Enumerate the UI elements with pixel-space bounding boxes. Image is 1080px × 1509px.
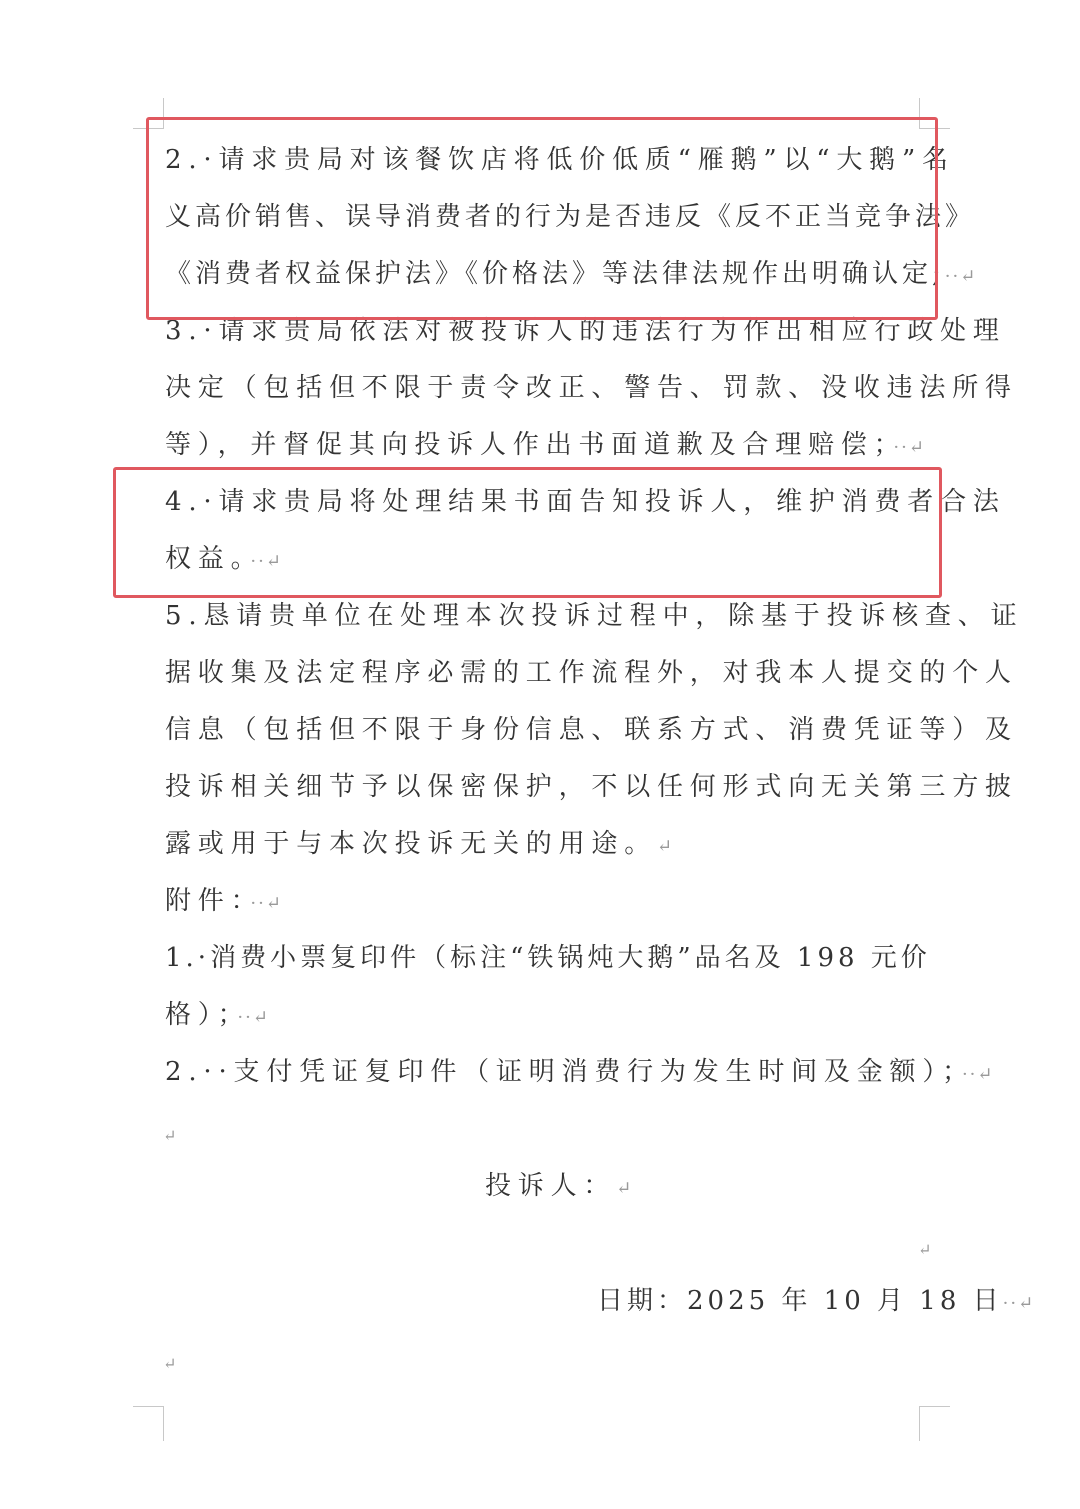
text-line: 权益。··↵ [165,544,283,574]
text-line: 格）；··↵ [165,1000,270,1030]
text-line: 义高价销售、误导消费者的行为是否违反《反不正当竞争法》 [165,202,976,232]
text-line: 2.·请求贵局对该餐饮店将低价低质“雁鹅”以“大鹅”名 [165,145,955,175]
text-line: 4.·请求贵局将处理结果书面告知投诉人，维护消费者合法 [165,487,1006,517]
text-line: 3.·请求贵局依法对被投诉人的违法行为作出相应行政处理 [165,316,1006,346]
text-line: 信息（包括但不限于身份信息、联系方式、消费凭证等）及 [165,715,1018,745]
page-corner-bottom-left [133,1406,164,1441]
page-corner-bottom-right [919,1406,950,1441]
text-line: 决定（包括但不限于责令改正、警告、罚款、没收违法所得 [165,373,1018,403]
text-line: 1.·消费小票复印件（标注“铁锅炖大鹅”品名及 198 元价 [165,943,931,973]
text-line: 附件：··↵ [165,886,283,916]
paragraph-mark: ↵ [918,1240,932,1259]
text-line: 投诉相关细节予以保密保护，不以任何形式向无关第三方披 [165,772,1018,802]
paragraph-mark: ↵ [163,1354,177,1373]
highlight-box [146,117,938,320]
text-line: 露或用于与本次投诉无关的用途。↵ [165,829,675,859]
complainant-signature: 投诉人：↵ [485,1171,634,1201]
date-line: 日期：2025 年 10 月 18 日··↵ [597,1286,1036,1316]
paragraph-mark: ↵ [163,1126,177,1145]
text-line: 2.··支付凭证复印件（证明消费行为发生时间及金额）；··↵ [165,1057,995,1087]
text-line: 等），并督促其向投诉人作出书面道歉及合理赔偿；··↵ [165,430,926,460]
text-line: 据收集及法定程序必需的工作流程外，对我本人提交的个人 [165,658,1018,688]
highlight-box [113,467,942,598]
text-line: 5.恳请贵单位在处理本次投诉过程中，除基于投诉核查、证 [165,601,1024,631]
text-line: 《消费者权益保护法》《价格法》等法律法规作出明确认定;··↵ [165,259,978,289]
